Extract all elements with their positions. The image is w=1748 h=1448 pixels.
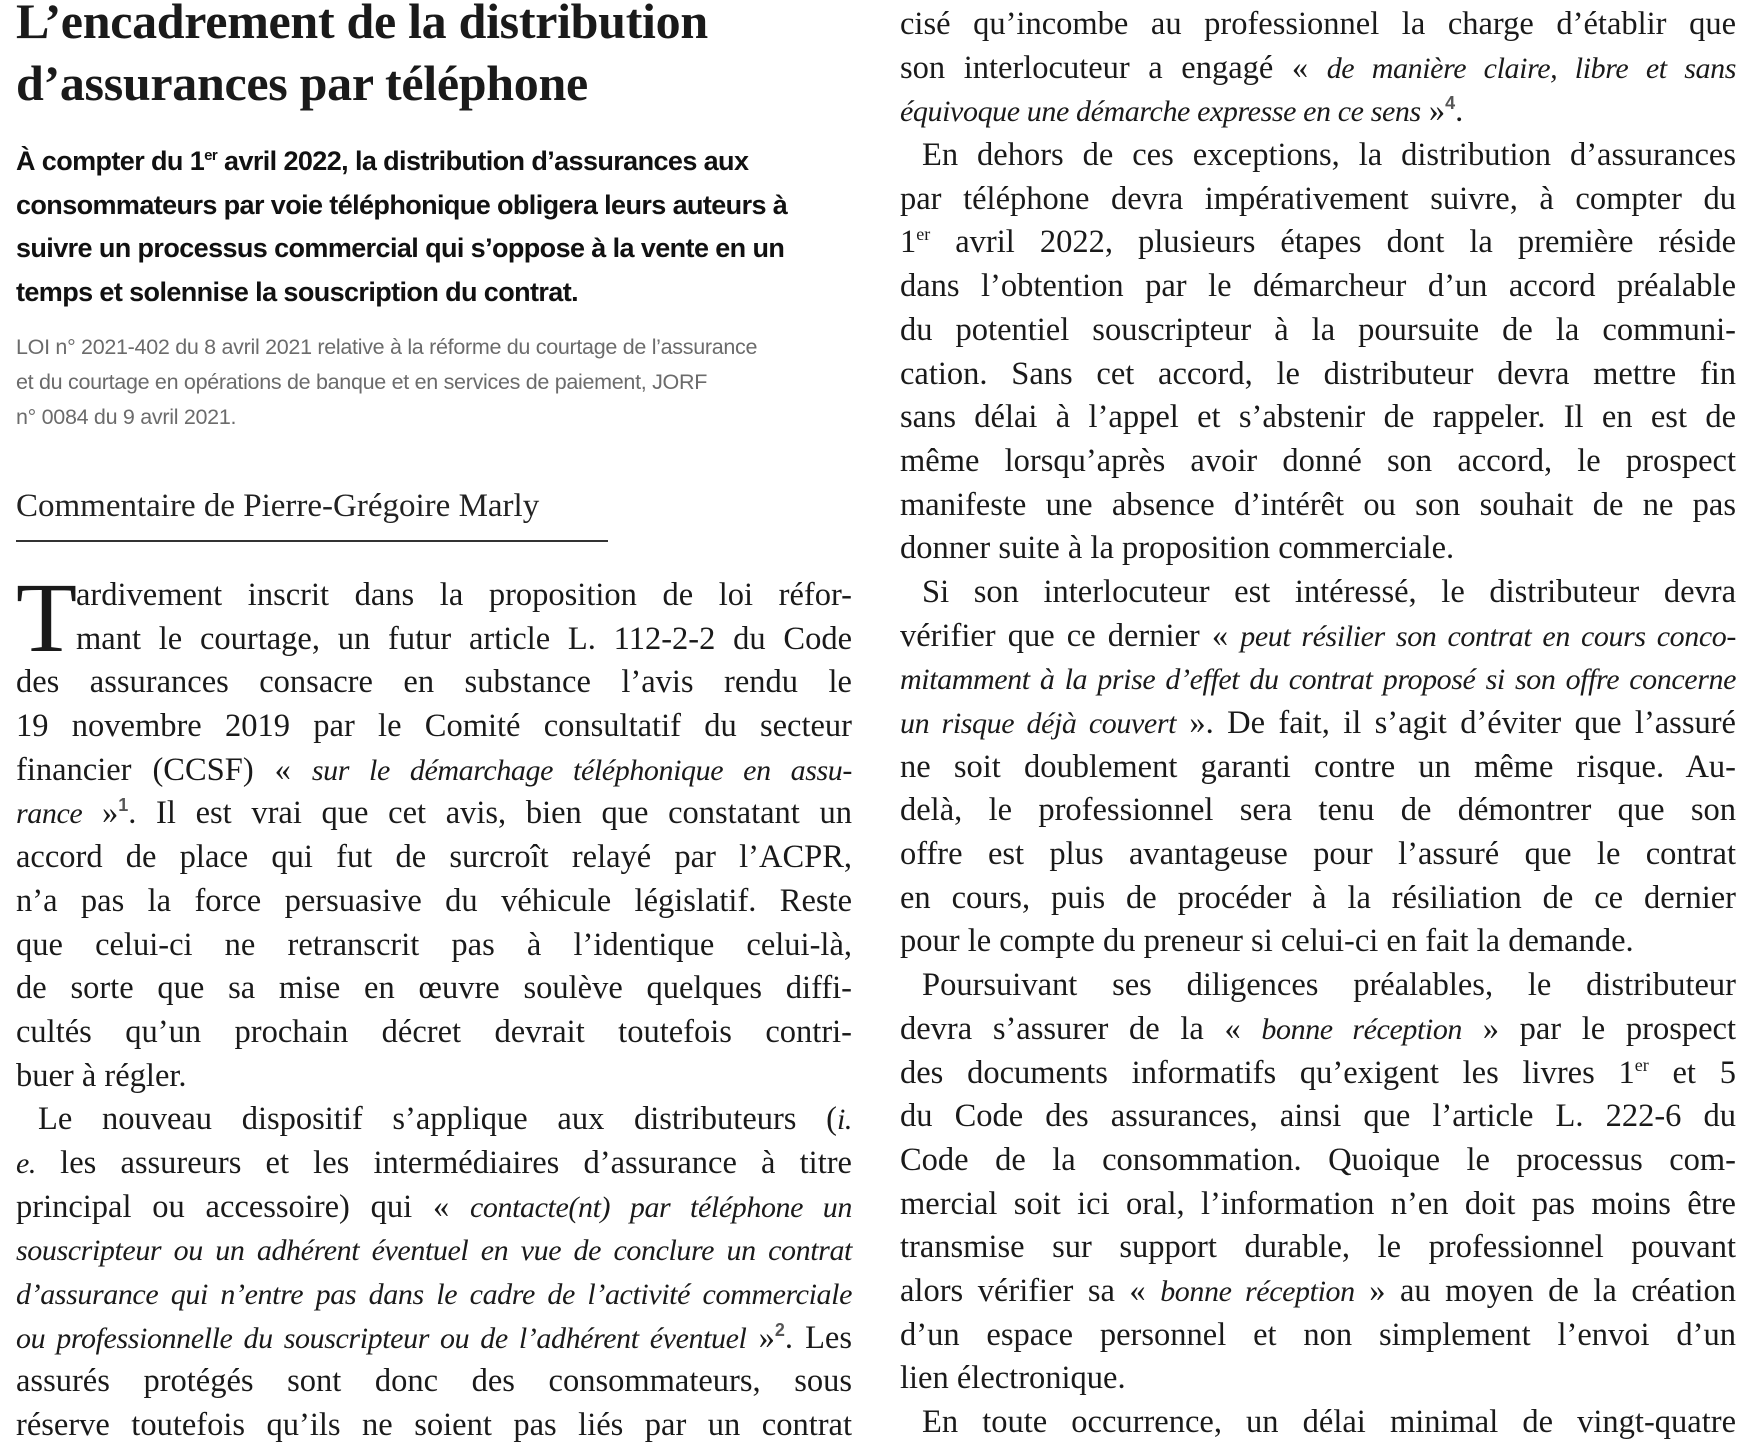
text-line [900,615,1736,659]
text-run: offre est plus avantageuse pour l’assuré que le contrat [900,836,1736,873]
text-line [16,749,852,793]
text-line [900,1314,1736,1358]
italic-quote: i. [836,1103,852,1137]
text-run: . [1455,93,1464,130]
text-line [16,1360,852,1404]
italic-quote: e. [16,1146,37,1180]
text-run: » [82,795,119,832]
text-run: 19 novembre 2019 par le Comité consultatif du secteur [16,708,852,745]
text-run: réserve toutefois qu’ils ne soient pas liés par un contrat [16,1407,852,1444]
text-run: vérifier que ce dernier « [900,617,1241,654]
italic-quote: sur le démarchage téléphonique en assu- [311,753,852,787]
title-line: L’encadrement de la distribution [16,0,708,49]
text-run: d’un espace personnel et non simplement l’envoi d’un [900,1316,1736,1353]
text-line [900,658,1736,702]
text-run: Le nouveau dispositif s’applique aux distributeurs ( [38,1101,837,1138]
text-line [900,134,1736,178]
text-line [16,1186,852,1230]
text-run: de sorte que sa mise en œuvre soulève quelques diffi- [16,970,852,1007]
text-line [900,178,1736,222]
text-line [16,618,852,662]
italic-quote: bonne réception [1160,1274,1355,1308]
text-line [900,1052,1736,1096]
italic-quote: rance [16,797,83,831]
text-run: . Les [784,1319,852,1356]
text-run: avril 2022, plusieurs étapes dont la première réside [930,224,1736,261]
text-line [900,90,1736,134]
byline-divider [16,540,608,542]
text-line [900,1095,1736,1139]
text-run: du potentiel souscripteur à la poursuite de la communi- [900,311,1736,348]
lead-text: avril 2022, la distribution d’assurances aux consommateurs par voie téléphonique obligera leurs auteurs à suivre un processus commercial qui s’oppose à la vente en un temps et solennise la souscription du contrat. [16,146,788,308]
text-line [16,1317,852,1361]
italic-quote: contacte(nt) par téléphone un [469,1190,853,1224]
italic-quote: souscripteur ou un adhérent éventuel en vue de conclure un contrat [16,1234,852,1268]
text-run: lien électronique. [900,1360,1126,1397]
text-run: » par le prospect [1462,1010,1736,1047]
lead-text: À compter du 1 [16,146,205,176]
italic-quote: équivoque une démarche expresse en ce sens [900,95,1421,129]
text-run: cisé qu’incombe au professionnel la charge d’établir que [900,6,1736,42]
source-line: LOI n° 2021-402 du 8 avril 2021 relative à la réforme du courtage de l’assurance [16,335,758,359]
text-run: Poursuivant ses diligences préalables, le distributeur [922,967,1736,1004]
text-run: même lorsqu’après avoir donné son accord, le prospect [900,442,1736,479]
text-run: accord de place qui fut de surcroît relayé par l’ACPR, [16,839,852,876]
author-byline: Commentaire de Pierre-Grégoire Marly [16,488,540,524]
source-line: n° 0084 du 9 avril 2021. [16,405,237,429]
text-line [900,1139,1736,1183]
text-run: En dehors de ces exceptions, la distribution d’assurances [922,137,1736,174]
text-line [900,1008,1736,1052]
article-lead [16,134,866,315]
text-line [16,1142,852,1186]
text-line [900,265,1736,309]
text-run: du Code des assurances, ainsi que l’article L. 222-6 du [900,1098,1736,1135]
text-line [900,527,1736,571]
text-run: mant le courtage, un futur article L. 112-2-2 du Code [76,620,852,657]
text-line [900,1270,1736,1314]
drop-cap: T [16,562,78,673]
text-line [900,571,1736,615]
footnote-ref[interactable]: 1 [118,795,129,816]
footnote-ref[interactable]: 4 [1445,93,1456,114]
text-run: alors vérifier sa « [900,1272,1161,1309]
text-line [900,309,1736,353]
text-run: er [916,224,931,245]
text-line [16,1229,852,1273]
text-line [900,964,1736,1008]
text-run: buer à régler. [16,1057,187,1094]
text-run: les assureurs et les intermédiaires d’assurance à titre [36,1144,852,1181]
text-run: manifeste une absence d’intérêt ou son souhait de ne pas [900,486,1736,523]
text-line [16,1011,852,1055]
text-line [16,574,852,618]
text-line [900,920,1736,964]
text-run: ardivement inscrit dans la proposition de loi réfor- [76,577,852,613]
text-run: sans délai à l’appel et s’abstenir de rappeler. Il en est de [900,399,1736,436]
text-line [16,1098,852,1142]
text-run: ». De fait, il s’agit d’éviter que l’assuré [1176,705,1736,741]
text-run: devra s’assurer de la « [900,1010,1262,1047]
text-line [900,396,1736,440]
source-line: et du courtage en opérations de banque et en services de paiement, JORF [16,370,708,394]
text-run: en cours, puis de procéder à la résiliation de ce dernier [900,879,1736,916]
text-run: cultés qu’un prochain décret devrait toutefois contri- [16,1013,852,1050]
text-line [16,1055,852,1099]
text-run: principal ou accessoire) qui « [16,1188,470,1225]
text-line [900,746,1736,790]
text-line [900,1226,1736,1270]
text-run: que celui-ci ne retranscrit pas à l’identique celui-là, [16,926,852,963]
text-run: Code de la consommation. Quoique le processus com- [900,1141,1736,1178]
italic-quote: ou professionnelle du souscripteur ou de l’adhérent éventuel [16,1321,747,1355]
italic-quote: bonne réception [1261,1012,1463,1046]
text-run: cation. Sans cet accord, le distributeur devra mettre fin [900,355,1736,392]
text-line [16,705,852,749]
text-line [16,967,852,1011]
text-run: Si son interlocuteur est intéressé, le distributeur devra [922,573,1736,610]
italic-quote: un risque déjà couvert [900,707,1177,740]
article-title [16,0,856,114]
text-line [16,1273,852,1317]
body-column-right [900,3,1736,1445]
text-run: delà, le professionnel sera tenu de démontrer que son [900,792,1736,829]
text-run: transmise sur support durable, le professionnel pouvant [900,1229,1736,1266]
text-line [16,792,852,836]
text-run: son interlocuteur a engagé « [900,49,1327,86]
italic-quote: mitamment à la prise d’effet du contrat proposé si son offre concerne [900,663,1736,697]
text-line [16,880,852,924]
text-run: par téléphone devra impérativement suivre, à compter du [900,180,1736,217]
text-run: donner suite à la proposition commerciale. [900,530,1455,567]
text-run: des documents informatifs qu’exigent les livres 1 [900,1054,1635,1091]
text-run: » au moyen de la création [1354,1272,1736,1309]
text-run: » [1420,93,1446,130]
text-run: . Il est vrai que cet avis, bien que constatant un [128,795,852,832]
body-column-left [16,562,853,1448]
legal-source [16,330,866,435]
text-line [900,702,1736,746]
text-run: En toute occurrence, un délai minimal de vingt-quatre [922,1404,1736,1440]
text-run: des assurances consacre en substance l’avis rendu le [16,664,852,701]
text-run: ne soit doublement garanti contre un même risque. Au- [900,748,1736,785]
text-run: assurés protégés sont donc des consommateurs, sous [16,1363,852,1400]
title-line: d’assurances par téléphone [16,55,588,111]
text-run: n’a pas la force persuasive du véhicule législatif. Reste [16,882,852,919]
text-run: dans l’obtention par le démarcheur d’un accord préalable [900,268,1736,305]
text-run: » [746,1319,775,1356]
text-line [900,353,1736,397]
text-line [900,221,1736,265]
lead-superscript: er [204,147,218,164]
text-line [900,440,1736,484]
text-run: financier (CCSF) « [16,751,312,788]
text-line [900,3,1736,47]
italic-quote: peut résilier son contrat en cours conco- [1240,619,1736,653]
text-run: pour le compte du preneur si celui-ci en fait la demande. [900,923,1634,960]
text-line [900,484,1736,528]
text-run: et 5 [1648,1054,1736,1091]
text-line [900,789,1736,833]
text-line [16,924,852,968]
text-line [900,1357,1736,1401]
text-line [900,47,1736,91]
text-run: mercial soit ici oral, l’information n’en doit pas moins être [900,1185,1736,1222]
text-run: 1 [900,224,917,261]
text-line [16,661,852,705]
text-line [16,1404,852,1448]
italic-quote: d’assurance qui n’entre pas dans le cadre de l’activité commerciale [16,1278,852,1311]
text-run: er [1634,1054,1649,1075]
text-line [900,1401,1736,1445]
text-line [900,1183,1736,1227]
text-line [16,836,852,880]
text-line [900,833,1736,877]
footnote-ref[interactable]: 2 [774,1319,785,1340]
text-line [900,877,1736,921]
italic-quote: de manière claire, libre et sans [1326,51,1737,85]
